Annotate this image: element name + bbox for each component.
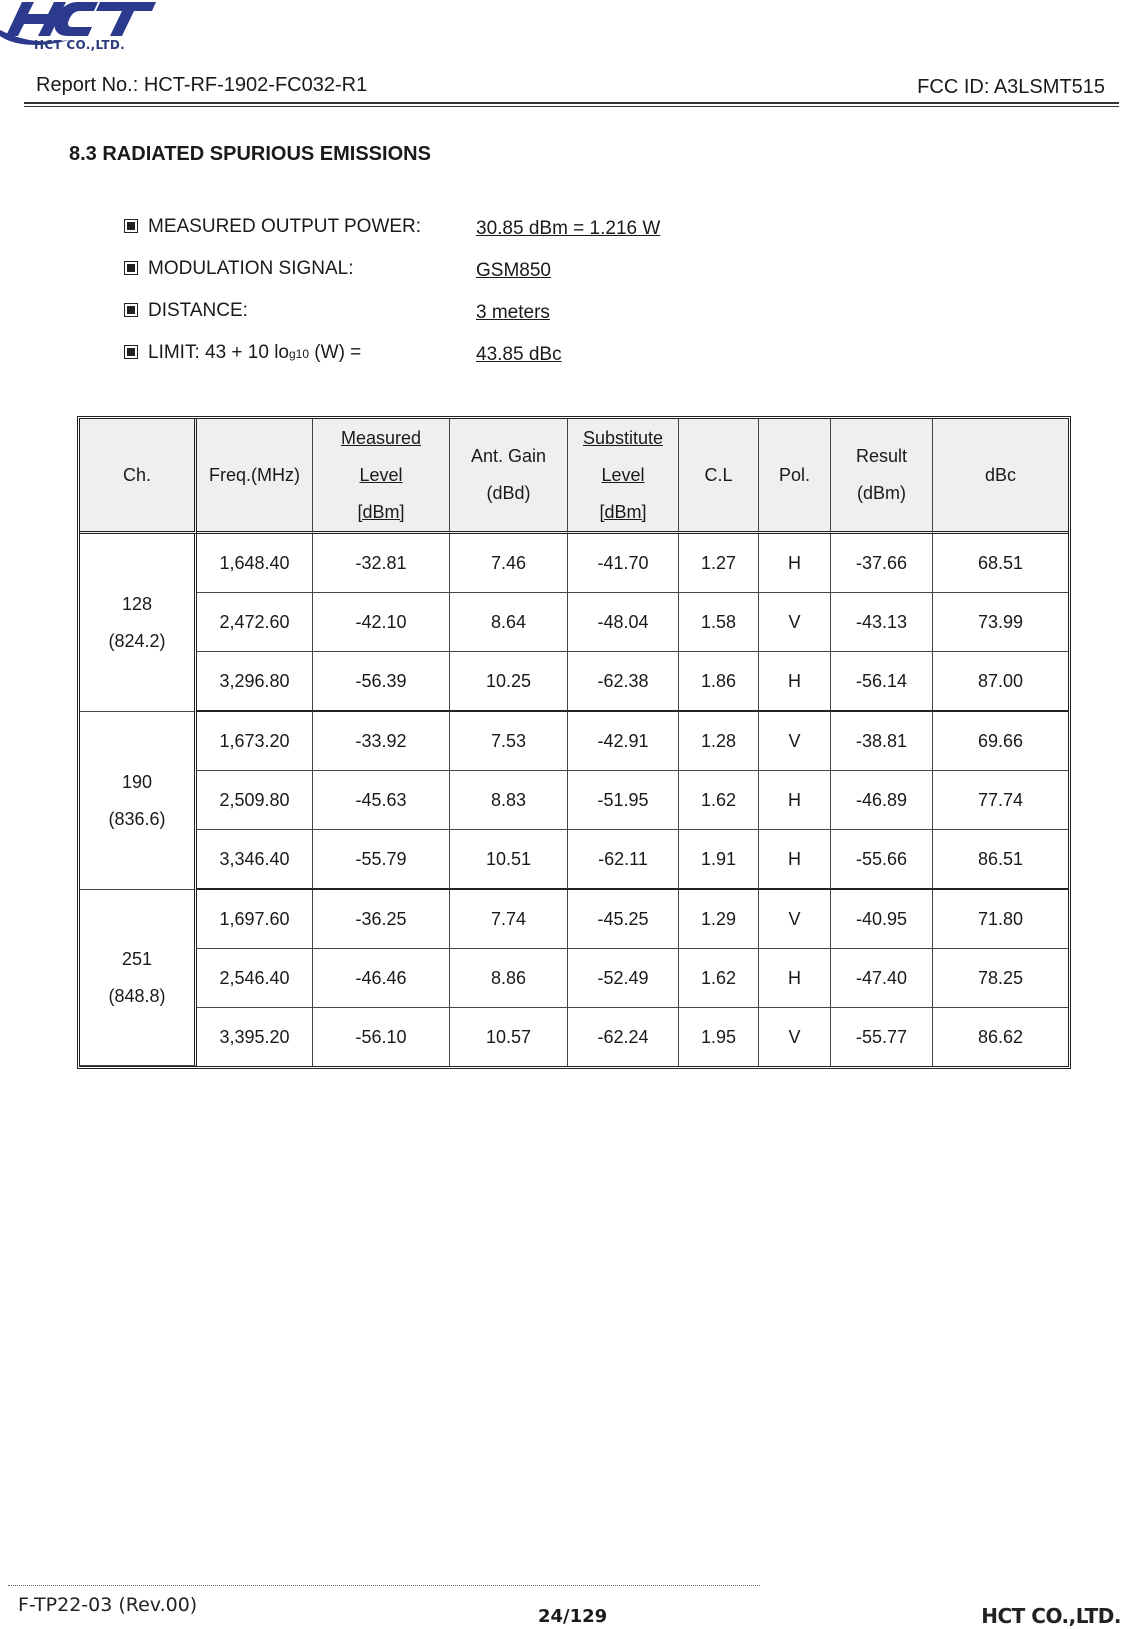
header-subst-3: [dBm] [599, 501, 647, 522]
dbc-cell: 86.51 [933, 830, 1068, 890]
substitute-level-cell: -62.11 [568, 830, 679, 890]
ant-gain-cell: 10.57 [450, 1008, 568, 1066]
channel-cell [80, 534, 197, 712]
emissions-table-wrap [77, 416, 1065, 1069]
header-subst-1: Substitute [582, 427, 664, 448]
header-result-1: Result [855, 446, 908, 466]
header-measured [313, 419, 450, 534]
header-cl: C.L [679, 419, 759, 534]
ant-gain-cell: 7.74 [450, 890, 568, 949]
table-row [80, 534, 1068, 593]
ant-gain-cell: 8.64 [450, 593, 568, 652]
channel-cell [80, 712, 197, 890]
channel-number: 251 [121, 948, 153, 969]
result-cell: -37.66 [831, 534, 933, 593]
cl-cell: 1.62 [679, 771, 759, 830]
section-title: 8.3 RADIATED SPURIOUS EMISSIONS [69, 143, 431, 165]
measured-level-cell: -56.39 [313, 652, 450, 712]
pol-cell: H [759, 830, 831, 890]
cl-cell: 1.27 [679, 534, 759, 593]
table-header-row [80, 419, 1068, 534]
pol-cell: V [759, 890, 831, 949]
checkbox-icon [124, 261, 138, 275]
pol-cell: H [759, 949, 831, 1008]
header-measured-2: Level [359, 464, 403, 485]
dbc-cell: 71.80 [933, 890, 1068, 949]
ant-gain-cell: 8.86 [450, 949, 568, 1008]
header-dbc: dBc [933, 419, 1068, 534]
report-number: Report No.: HCT-RF-1902-FC032-R1 [36, 74, 368, 96]
footer-company: HCT CO.,LTD. [981, 1604, 1121, 1628]
result-cell: -46.89 [831, 771, 933, 830]
substitute-level-cell: -48.04 [568, 593, 679, 652]
cl-cell: 1.95 [679, 1008, 759, 1066]
substitute-level-cell: -51.95 [568, 771, 679, 830]
logo-subtext: HCT CO.,LTD. [34, 38, 126, 52]
header-substitute [568, 419, 679, 534]
param-value: 30.85 dBm = 1.216 W [476, 218, 661, 239]
limit-label-b: (W) = [309, 342, 362, 363]
header-gain-1: Ant. Gain [470, 446, 547, 466]
cl-cell: 1.28 [679, 712, 759, 771]
dbc-cell: 69.66 [933, 712, 1068, 771]
header-gain [450, 419, 568, 534]
dbc-cell: 77.74 [933, 771, 1068, 830]
dbc-cell: 73.99 [933, 593, 1068, 652]
ant-gain-cell: 7.53 [450, 712, 568, 771]
header-divider [24, 102, 1119, 104]
fcc-id: FCC ID: A3LSMT515 [917, 76, 1105, 98]
freq-cell: 1,673.20 [197, 712, 313, 771]
channel-number: 128 [121, 593, 153, 614]
pol-cell: V [759, 712, 831, 771]
table-row [80, 830, 1068, 890]
measured-level-cell: -46.46 [313, 949, 450, 1008]
substitute-level-cell: -41.70 [568, 534, 679, 593]
pol-cell: V [759, 1008, 831, 1066]
dbc-cell: 87.00 [933, 652, 1068, 712]
result-cell: -38.81 [831, 712, 933, 771]
ant-gain-cell: 8.83 [450, 771, 568, 830]
checkbox-icon [124, 219, 138, 233]
ant-gain-cell: 7.46 [450, 534, 568, 593]
cl-cell: 1.91 [679, 830, 759, 890]
freq-cell: 3,296.80 [197, 652, 313, 712]
channel-cell [80, 890, 197, 1066]
pol-cell: H [759, 771, 831, 830]
substitute-level-cell: -62.24 [568, 1008, 679, 1066]
channel-frequency: (848.8) [108, 985, 166, 1006]
table-row [80, 712, 1068, 771]
measured-level-cell: -45.63 [313, 771, 450, 830]
dbc-cell: 78.25 [933, 949, 1068, 1008]
checkbox-icon [124, 303, 138, 317]
ant-gain-cell: 10.51 [450, 830, 568, 890]
freq-cell: 1,697.60 [197, 890, 313, 949]
ant-gain-cell: 10.25 [450, 652, 568, 712]
pol-cell: H [759, 534, 831, 593]
header-result-2: (dBm) [857, 483, 906, 503]
param-value: 43.85 dBc [476, 344, 562, 365]
param-value: 3 meters [476, 302, 550, 323]
form-id: F-TP22-03 (Rev.00) [18, 1594, 198, 1616]
table-row [80, 949, 1068, 1008]
channel-frequency: (836.6) [108, 808, 166, 829]
table-row [80, 593, 1068, 652]
pol-cell: H [759, 652, 831, 712]
result-cell: -56.14 [831, 652, 933, 712]
cl-cell: 1.62 [679, 949, 759, 1008]
measured-level-cell: -55.79 [313, 830, 450, 890]
header-divider-thin [24, 106, 1119, 107]
freq-cell: 3,346.40 [197, 830, 313, 890]
cl-cell: 1.86 [679, 652, 759, 712]
pol-cell: V [759, 593, 831, 652]
param-label [148, 342, 361, 364]
freq-cell: 2,546.40 [197, 949, 313, 1008]
substitute-level-cell: -52.49 [568, 949, 679, 1008]
result-cell: -55.77 [831, 1008, 933, 1066]
header-ch: Ch. [80, 419, 197, 534]
result-cell: -55.66 [831, 830, 933, 890]
cl-cell: 1.29 [679, 890, 759, 949]
dbc-cell: 68.51 [933, 534, 1068, 593]
measured-level-cell: -56.10 [313, 1008, 450, 1066]
substitute-level-cell: -42.91 [568, 712, 679, 771]
limit-label-a: LIMIT: 43 + 10 lo [148, 342, 289, 363]
channel-frequency: (824.2) [108, 630, 166, 651]
param-label: DISTANCE: [148, 300, 248, 321]
dbc-cell: 86.62 [977, 1026, 1024, 1047]
header-freq: Freq.(MHz) [197, 419, 313, 534]
freq-cell: 2,472.60 [197, 593, 313, 652]
cl-cell: 1.58 [679, 593, 759, 652]
page-number: 24/129 [538, 1606, 608, 1627]
header-result [831, 419, 933, 534]
header-subst-2: Level [601, 464, 645, 485]
header-measured-3: [dBm] [357, 501, 405, 522]
param-label: MODULATION SIGNAL: [148, 258, 354, 279]
substitute-level-cell: -62.38 [568, 652, 679, 712]
limit-label-sub: g10 [289, 347, 310, 361]
channel-number: 190 [121, 771, 153, 792]
header-pol: Pol. [759, 419, 831, 534]
result-cell: -43.13 [831, 593, 933, 652]
result-cell: -47.40 [831, 949, 933, 1008]
table-row [80, 890, 1068, 949]
freq-cell: 3,395.20 [197, 1008, 313, 1066]
measured-level-cell: -36.25 [313, 890, 450, 949]
emissions-table [77, 416, 1071, 1069]
measured-level-cell: -33.92 [313, 712, 450, 771]
footer-divider [8, 1585, 760, 1586]
freq-cell: 2,509.80 [197, 771, 313, 830]
measured-level-cell: -42.10 [313, 593, 450, 652]
result-cell: -40.95 [831, 890, 933, 949]
measured-level-cell: -32.81 [313, 534, 450, 593]
table-row [80, 652, 1068, 712]
param-value: GSM850 [476, 260, 551, 281]
table-row [80, 1008, 1068, 1066]
substitute-level-cell: -45.25 [568, 890, 679, 949]
freq-cell: 1,648.40 [197, 534, 313, 593]
param-label: MEASURED OUTPUT POWER: [148, 216, 422, 237]
header-gain-2: (dBd) [486, 483, 531, 503]
table-row [80, 771, 1068, 830]
checkbox-icon [124, 345, 138, 359]
header-measured-1: Measured [340, 427, 422, 448]
table-body [80, 534, 1068, 1066]
